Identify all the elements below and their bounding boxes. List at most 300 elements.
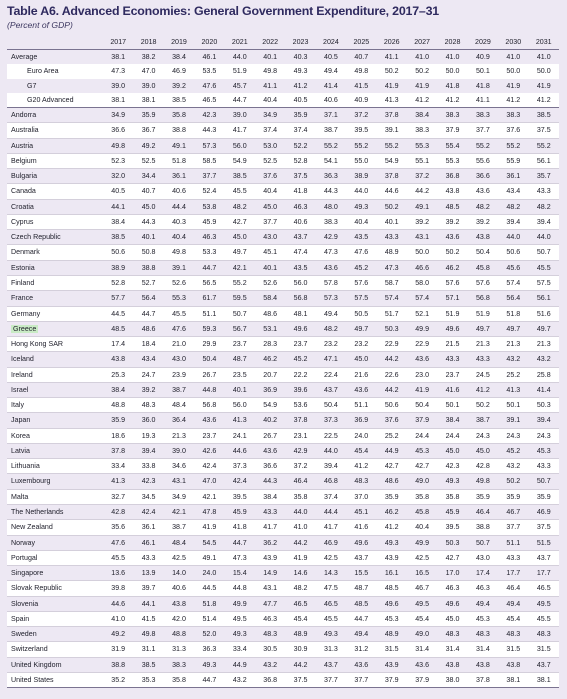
value-cell: 35.8 [164,108,194,123]
country-name-cell [7,245,103,260]
table-row [7,199,559,214]
value-cell: 17.4 [103,337,133,352]
value-cell: 49.4 [316,64,346,78]
value-cell: 23.7 [194,428,224,443]
value-cell: 57.4 [377,291,407,306]
country-name-cell [7,550,103,565]
value-cell: 48.2 [316,321,346,336]
value-cell: 37.4 [285,123,315,138]
year-header: 2029 [468,36,498,50]
value-cell: 48.5 [103,321,133,336]
country-name-cell [7,230,103,245]
value-cell: 35.8 [407,489,437,504]
value-cell: 38.7 [316,123,346,138]
value-cell: 37.8 [468,672,498,687]
value-cell: 31.4 [437,642,467,657]
value-cell: 38.4 [103,382,133,397]
value-cell: 38.2 [141,53,156,61]
value-cell: 45.3 [377,611,407,626]
value-cell: 39.4 [498,214,528,229]
value-cell: 39.2 [172,81,186,90]
value-cell: 37.7 [346,672,376,687]
value-cell: 35.7 [528,169,559,184]
country-name-cell [7,260,103,275]
value-cell: 52.4 [194,184,224,199]
value-cell: 38.8 [103,657,133,672]
value-cell: 25.2 [377,428,407,443]
value-cell: 36.4 [164,413,194,428]
value-cell: 38.5 [133,657,163,672]
value-cell: 45.3 [407,443,437,458]
value-cell: 42.7 [225,214,255,229]
value-cell: 38.1 [111,53,126,61]
value-cell: 38.8 [133,260,163,275]
value-cell: 39.2 [468,214,498,229]
value-cell: 49.8 [255,64,285,78]
value-cell: 46.1 [202,53,217,61]
value-cell: 41.2 [528,93,559,108]
value-cell: 48.3 [528,627,559,642]
value-cell: 46.5 [316,596,346,611]
value-cell: 21.6 [346,367,376,382]
value-cell: 38.7 [468,413,498,428]
value-cell: 55.3 [164,291,194,306]
value-cell: 49.8 [468,474,498,489]
value-cell: 45.2 [498,443,528,458]
value-cell: 49.6 [377,596,407,611]
value-cell: 44.9 [377,443,407,458]
value-cell: 44.8 [225,581,255,596]
value-cell: 41.3 [498,382,528,397]
value-cell: 35.8 [437,489,467,504]
value-cell: 39.0 [141,81,156,90]
value-cell: 49.7 [468,321,498,336]
value-cell: 41.8 [475,81,490,90]
value-cell: 46.6 [407,260,437,275]
value-cell: 41.9 [384,81,399,90]
value-cell: 54.5 [194,535,224,550]
year-header: 2028 [437,36,467,50]
value-cell: 45.4 [498,611,528,626]
country-name: Czech Republic [11,233,61,242]
country-name: Denmark [11,248,40,257]
value-cell: 50.7 [468,535,498,550]
value-cell: 55.3 [437,153,467,168]
value-cell: 44.5 [103,306,133,321]
country-name: Israel [11,385,29,394]
value-cell: 14.3 [316,566,346,581]
value-cell: 53.5 [194,64,224,78]
value-cell: 43.9 [377,550,407,565]
value-cell: 46.8 [316,474,346,489]
value-cell: 37.7 [316,672,346,687]
value-cell: 41.0 [445,53,460,61]
country-name: Andorra [11,111,37,120]
value-cell: 41.3 [103,474,133,489]
country-name: Croatia [11,202,34,211]
value-cell: 45.5 [528,260,559,275]
value-cell: 31.2 [346,642,376,657]
country-name: Cyprus [11,217,34,226]
value-cell: 50.0 [498,64,528,78]
value-cell: 41.9 [285,550,315,565]
value-cell: 46.5 [194,93,224,108]
value-cell: 24.0 [194,566,224,581]
table-row [7,566,559,581]
value-cell: 38.5 [225,169,255,184]
value-cell: 43.5 [285,260,315,275]
value-cell: 40.1 [255,260,285,275]
value-cell: 44.6 [225,443,255,458]
value-cell: 39.5 [437,520,467,535]
value-cell: 24.5 [468,367,498,382]
value-cell: 37.2 [346,108,376,123]
value-cell: 43.5 [346,230,376,245]
value-cell: 44.0 [346,184,376,199]
value-cell: 41.9 [536,81,551,90]
value-cell: 39.6 [285,382,315,397]
table-row [7,398,559,413]
value-cell: 42.7 [437,550,467,565]
table-subtitle: (Percent of GDP) [7,20,73,30]
value-cell: 40.5 [285,93,315,108]
value-cell: 37.2 [285,459,315,474]
value-cell: 38.4 [103,214,133,229]
value-cell: 36.3 [194,642,224,657]
value-cell: 43.7 [316,657,346,672]
value-cell: 44.9 [225,657,255,672]
value-cell: 43.8 [164,596,194,611]
value-cell: 42.9 [316,230,346,245]
value-cell: 42.4 [225,474,255,489]
value-cell: 43.8 [437,657,467,672]
value-cell: 23.7 [285,337,315,352]
value-cell: 44.1 [133,596,163,611]
value-cell: 16.1 [377,566,407,581]
value-cell: 49.9 [407,535,437,550]
value-cell: 36.1 [133,520,163,535]
value-cell: 43.6 [437,230,467,245]
value-cell: 44.1 [103,199,133,214]
value-cell: 47.5 [316,581,346,596]
value-cell: 31.3 [164,642,194,657]
value-cell: 50.0 [528,64,559,78]
value-cell: 56.8 [194,398,224,413]
value-cell: 50.5 [346,306,376,321]
value-cell: 50.4 [194,352,224,367]
value-cell: 21.3 [528,337,559,352]
value-cell: 51.8 [164,153,194,168]
table-row [7,672,559,687]
country-name-cell [7,535,103,550]
country-name-cell [7,459,103,474]
value-cell: 41.1 [468,93,498,108]
value-cell: 49.4 [346,627,376,642]
value-cell: 44.7 [346,611,376,626]
value-cell: 52.1 [407,306,437,321]
value-cell: 50.7 [528,245,559,260]
value-cell: 51.1 [346,398,376,413]
value-cell: 45.5 [225,184,255,199]
value-cell: 43.3 [255,504,285,519]
table-row [7,337,559,352]
value-cell: 41.0 [506,53,521,61]
value-cell: 24.3 [468,428,498,443]
value-cell: 40.1 [377,214,407,229]
value-cell: 43.8 [468,657,498,672]
value-cell: 25.8 [528,367,559,382]
value-cell: 34.9 [103,108,133,123]
value-cell: 43.6 [255,443,285,458]
value-cell: 38.7 [164,520,194,535]
value-cell: 49.7 [225,245,255,260]
country-name-cell [7,657,103,672]
value-cell: 40.1 [263,53,278,61]
value-cell: 52.3 [103,153,133,168]
value-cell: 37.8 [285,413,315,428]
table-row [7,230,559,245]
value-cell: 51.9 [225,64,255,78]
value-cell: 55.2 [316,138,346,153]
value-cell: 44.0 [232,53,247,61]
value-cell: 41.0 [103,611,133,626]
value-cell: 18.4 [133,337,163,352]
value-cell: 37.5 [285,672,315,687]
value-cell: 42.1 [194,489,224,504]
country-name-cell [7,382,103,397]
value-cell: 51.8 [498,306,528,321]
value-cell: 21.0 [164,337,194,352]
value-cell: 39.2 [407,214,437,229]
value-cell: 51.7 [377,306,407,321]
country-name-cell [7,428,103,443]
value-cell: 41.2 [346,459,376,474]
value-cell: 46.2 [437,260,467,275]
value-cell: 41.4 [528,382,559,397]
value-cell: 37.5 [528,123,559,138]
value-cell: 43.3 [437,352,467,367]
value-cell: 45.0 [225,230,255,245]
table-row [7,153,559,168]
value-cell: 50.2 [437,245,467,260]
value-cell: 38.3 [407,123,437,138]
value-cell: 39.4 [133,443,163,458]
value-cell: 24.3 [528,428,559,443]
table-row [7,581,559,596]
value-cell: 44.3 [133,214,163,229]
value-cell: 41.0 [285,520,315,535]
value-cell: 47.6 [164,321,194,336]
value-cell: 52.5 [133,153,163,168]
value-cell: 43.3 [498,550,528,565]
value-cell: 49.2 [103,627,133,642]
value-cell: 44.0 [316,443,346,458]
table-row [7,64,559,78]
value-cell: 26.7 [194,367,224,382]
value-cell: 48.2 [225,199,255,214]
value-cell: 49.1 [194,550,224,565]
value-cell: 38.4 [172,53,186,61]
value-cell: 56.8 [468,291,498,306]
value-cell: 53.0 [255,138,285,153]
value-cell: 45.0 [437,611,467,626]
year-header: 2024 [316,36,346,50]
value-cell: 48.2 [285,581,315,596]
value-cell: 56.8 [285,291,315,306]
table-row [7,535,559,550]
value-cell: 41.5 [133,611,163,626]
value-cell: 37.4 [255,123,285,138]
value-cell: 48.4 [164,535,194,550]
value-cell: 44.0 [498,230,528,245]
value-cell: 35.2 [103,672,133,687]
table-row [7,657,559,672]
country-name: Ireland [11,370,33,379]
value-cell: 38.3 [498,108,528,123]
value-cell: 33.4 [103,459,133,474]
value-cell: 45.7 [232,81,247,90]
value-cell: 17.0 [437,566,467,581]
value-cell: 39.2 [437,214,467,229]
value-cell: 41.9 [415,81,430,90]
country-name-cell [7,64,103,78]
country-name-cell [7,275,103,290]
value-cell: 44.8 [194,382,224,397]
value-cell: 35.9 [498,489,528,504]
value-cell: 37.6 [498,123,528,138]
value-cell: 38.1 [103,93,133,108]
value-cell: 38.5 [528,108,559,123]
value-cell: 55.4 [437,138,467,153]
country-name-cell [7,627,103,642]
value-cell: 46.1 [133,535,163,550]
value-cell: 38.3 [316,214,346,229]
value-cell: 37.8 [377,169,407,184]
table-row [7,184,559,199]
country-name: New Zealand [11,523,53,532]
value-cell: 39.7 [133,581,163,596]
value-cell: 57.3 [316,291,346,306]
value-cell: 59.5 [225,291,255,306]
value-cell: 50.1 [468,64,498,78]
table-row [7,611,559,626]
value-cell: 57.5 [346,291,376,306]
value-cell: 53.8 [194,199,224,214]
value-cell: 45.2 [346,260,376,275]
value-cell: 24.0 [346,428,376,443]
value-cell: 57.4 [498,275,528,290]
value-cell: 61.7 [194,291,224,306]
table-header-row [7,36,559,50]
value-cell: 45.5 [164,306,194,321]
value-cell: 48.9 [285,627,315,642]
value-cell: 37.4 [316,489,346,504]
value-cell: 47.6 [103,535,133,550]
value-cell: 14.6 [285,566,315,581]
value-cell: 43.8 [437,184,467,199]
value-cell: 40.6 [164,184,194,199]
value-cell: 49.3 [346,199,376,214]
value-cell: 23.7 [437,367,467,382]
value-cell: 43.4 [133,352,163,367]
value-cell: 54.9 [225,153,255,168]
value-cell: 42.4 [133,504,163,519]
value-cell: 46.3 [255,611,285,626]
value-cell: 56.0 [285,275,315,290]
value-cell: 24.7 [133,367,163,382]
value-cell: 49.3 [225,627,255,642]
country-name: Canada [11,187,36,196]
value-cell: 41.2 [498,93,528,108]
value-cell: 17.7 [498,566,528,581]
value-cell: 42.4 [194,459,224,474]
value-cell: 37.9 [437,123,467,138]
value-cell: 52.7 [133,275,163,290]
country-name: Belgium [11,156,37,165]
table-row [7,214,559,229]
value-cell: 32.7 [103,489,133,504]
value-cell: 45.8 [468,260,498,275]
value-cell: 47.3 [225,550,255,565]
value-cell: 52.0 [194,627,224,642]
value-cell: 37.6 [377,413,407,428]
year-header: 2023 [285,36,315,50]
value-cell: 44.3 [255,474,285,489]
value-cell: 34.6 [164,459,194,474]
value-cell: 30.5 [255,642,285,657]
value-cell: 53.1 [255,321,285,336]
value-cell: 41.2 [293,81,308,90]
country-name-cell [7,566,103,581]
value-cell: 20.7 [255,367,285,382]
value-cell: 43.9 [377,657,407,672]
value-cell: 52.8 [285,153,315,168]
value-cell: 40.4 [346,214,376,229]
value-cell: 36.0 [133,413,163,428]
value-cell: 45.4 [285,611,315,626]
value-cell: 49.3 [437,474,467,489]
country-name: Singapore [11,569,44,578]
value-cell: 51.1 [194,306,224,321]
value-cell: 41.2 [468,382,498,397]
value-cell: 56.1 [528,153,559,168]
value-cell: 42.7 [377,459,407,474]
value-cell: 51.8 [194,596,224,611]
value-cell: 26.7 [255,428,285,443]
value-cell: 43.0 [255,230,285,245]
value-cell: 43.6 [316,260,346,275]
value-cell: 23.1 [285,428,315,443]
value-cell: 49.7 [528,321,559,336]
country-name: United States [11,675,54,684]
year-header: 2022 [255,36,285,50]
country-name: Bulgaria [11,172,38,181]
value-cell: 39.1 [164,260,194,275]
country-name-cell [7,398,103,413]
value-cell: 45.0 [133,199,163,214]
value-cell: 49.5 [528,596,559,611]
country-name-cell [7,337,103,352]
value-cell: 36.6 [103,123,133,138]
value-cell: 40.6 [316,93,346,108]
value-cell: 43.7 [316,382,346,397]
value-cell: 41.6 [346,520,376,535]
value-cell: 45.5 [103,550,133,565]
value-cell: 42.1 [225,260,255,275]
table-row [7,123,559,138]
value-cell: 49.5 [225,611,255,626]
value-cell: 48.3 [255,627,285,642]
